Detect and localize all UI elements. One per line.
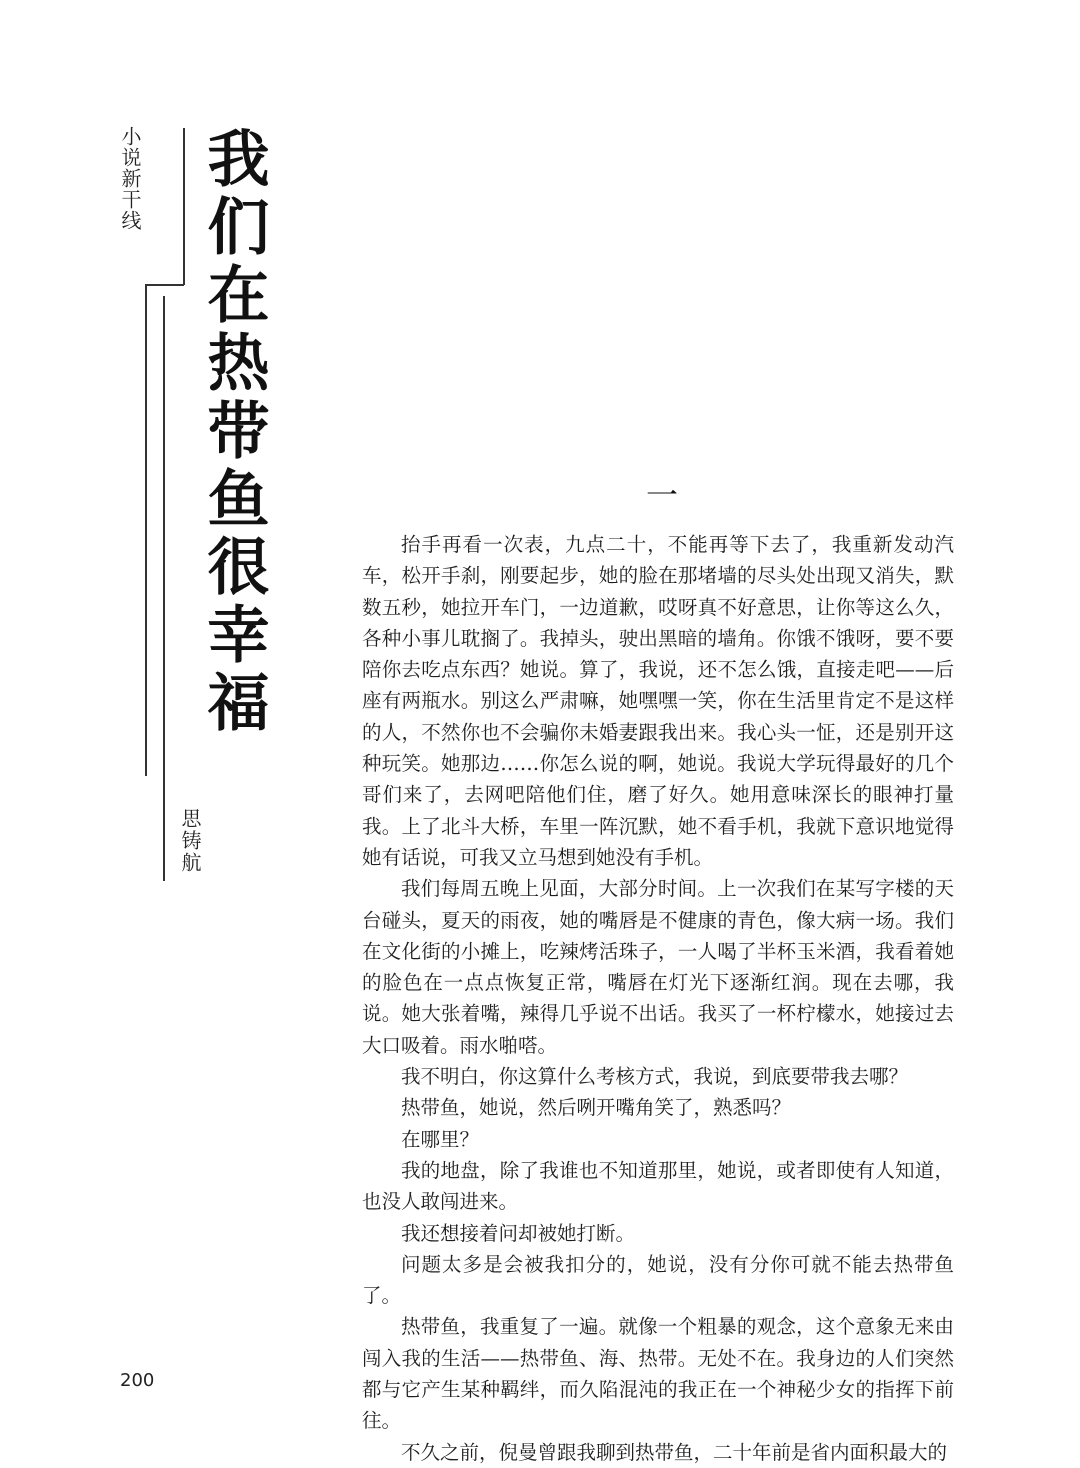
divider-line (163, 296, 165, 881)
paragraph: 热带鱼，她说，然后咧开嘴角笑了，熟悉吗？ (401, 1096, 792, 1120)
page-number: 200 (120, 1370, 155, 1391)
paragraph: 在哪里？ (401, 1127, 480, 1151)
paragraph: 我不明白，你这算什么考核方式，我说，到底要带我去哪？ (401, 1065, 909, 1089)
article-body (362, 529, 954, 1468)
paragraph: 抬手再看一次表，九点二十，不能再等下去了，我重新发动汽车，松开手刹，刚要起步，她的脸在那堵墙的尽头处出现又消失，默数五秒，她拉开车门，一边道歉，哎呀真不好意思，让你等这么久，各种小事儿耽搁了。我掉头，驶出黑暗的墙角。你饿不饿呀，要不要陪你去吃点东西？她说。算了，我说，还不怎么饿，直接走吧——后座有两瓶水。别这么严肃嘛，她嘿嘿一笑，你在生活里肯定不是这样的人，不然你也不会骗你未婚妻跟我出来。我心头一怔，还是别开这种玩笑。她那边……你怎么说的啊，她说。我说大学玩得最好的几个哥们来了，去网吧陪他们住，磨了好久。她用意味深长的眼神打量我。上了北斗大桥，车里一阵沉默，她不看手机，我就下意识地觉得她有话说，可我又立马想到她没有手机。 (362, 533, 954, 869)
author-name: 思铸航 (178, 808, 202, 874)
paragraph: 热带鱼，我重复了一遍。就像一个粗暴的观念，这个意象无来由闯入我的生活——热带鱼、海、热带。无处不在。我身边的人们突然都与它产生某种羁绊，而久陷混沌的我正在一个神秘少女的指挥下前往。 (362, 1315, 954, 1433)
divider-line (145, 284, 147, 776)
divider-line (183, 128, 185, 285)
paragraph: 我还想接着问却被她打断。 (401, 1221, 636, 1245)
section-label: 小说新干线 (118, 126, 142, 231)
paragraph: 我们每周五晚上见面，大部分时间。上一次我们在某写字楼的天台碰头，夏天的雨夜，她的嘴唇是不健康的青色，像大病一场。我们在文化街的小摊上，吃辣烤活珠子，一人喝了半杯玉米酒，我看着她的脸色在一点点恢复正常，嘴唇在灯光下逐渐红润。现在去哪，我说。她大张着嘴，辣得几乎说不出话。我买了一杯柠檬水，她接过去大口吸着。雨水啪嗒。 (362, 877, 954, 1057)
paragraph: 问题太多是会被我扣分的，她说，没有分你可就不能去热带鱼了。 (362, 1252, 954, 1308)
chapter-number: 一 (646, 476, 679, 514)
divider-line (145, 284, 184, 286)
paragraph: 不久之前，倪曼曾跟我聊到热带鱼，二十年前是省内面积最大的 (401, 1440, 948, 1464)
paragraph: 我的地盘，除了我谁也不知道那里，她说，或者即使有人知道，也没人敢闯进来。 (362, 1158, 954, 1214)
article-title: 我们在热带鱼很幸福 (197, 126, 270, 738)
